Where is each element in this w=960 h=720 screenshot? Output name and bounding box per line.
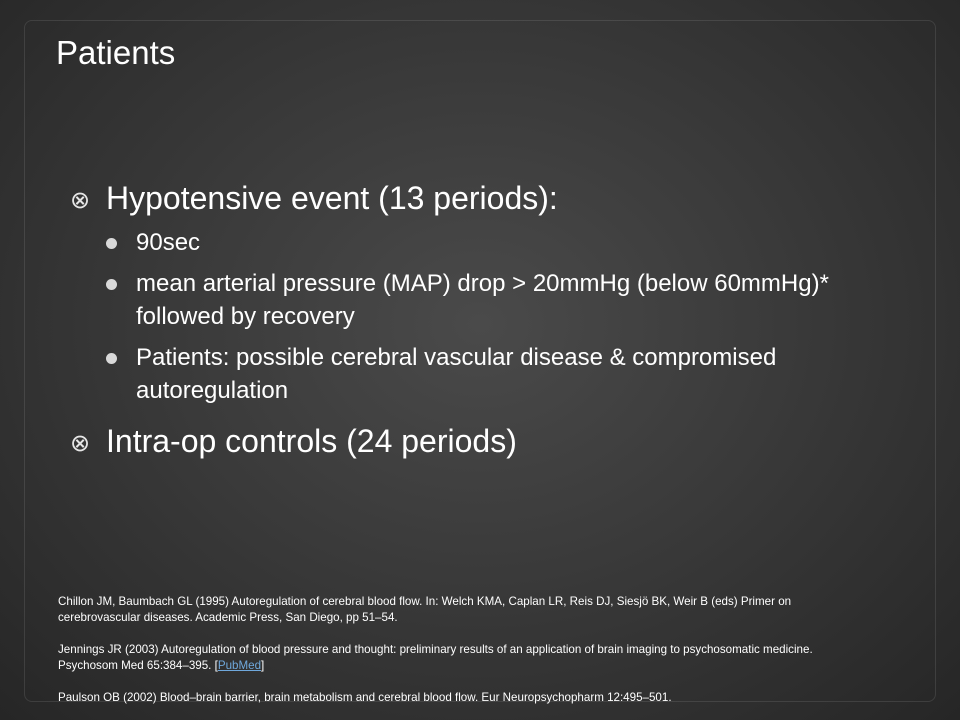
circled-cross-icon: ⊗ [70, 187, 91, 214]
bullet-hypotensive-event [70, 178, 890, 218]
sub-bullet-text: Patients: possible cerebral vascular disease & compromised autoregulation [136, 344, 777, 404]
reference-jennings-citation: Psychosom Med 65:384–395. [ [58, 659, 218, 672]
reference-chillon-line2: cerebrovascular diseases. Academic Press, San Diego, pp 51–54. [58, 611, 398, 624]
sub-bullet-text: 90sec [136, 229, 201, 256]
reference-jennings-line1: Jennings JR (2003) Autoregulation of blood pressure and thought: preliminary results of an application of brain imaging to psychosomatic medicine. [58, 643, 813, 656]
sub-bullet-map-drop [70, 267, 890, 333]
bullet-intra-op-controls [70, 421, 890, 461]
reference-spacer [58, 674, 918, 690]
reference-paulson: Paulson OB (2002) Blood–brain barrier, brain metabolism and cerebral blood flow. Eur Neuropsychopharm 12:495–501. [58, 691, 672, 704]
sub-bullet-patients [70, 341, 890, 407]
sub-bullet-text: mean arterial pressure (MAP) drop > 20mmHg (below 60mmHg)* followed by recovery [136, 270, 829, 330]
references [58, 594, 918, 706]
slide-content [70, 178, 890, 467]
sub-bullet-duration [70, 226, 890, 259]
reference-jennings-close: ] [261, 659, 265, 672]
slide-title: Patients [56, 34, 176, 71]
bullet-text: Hypotensive event (13 periods): [106, 180, 558, 216]
reference-jennings-line2 [58, 658, 918, 674]
filled-circle-icon [106, 279, 117, 290]
reference-spacer [58, 626, 918, 642]
circled-cross-icon: ⊗ [70, 430, 91, 457]
pubmed-link[interactable]: PubMed [217, 659, 262, 672]
sub-bullet-list [70, 226, 890, 407]
reference-chillon-line1: Chillon JM, Baumbach GL (1995) Autoregulation of cerebral blood flow. In: Welch KMA, Caplan LR, Reis DJ, Siesjö BK, Weir B (eds) Primer on [58, 595, 792, 608]
filled-circle-icon [106, 353, 117, 364]
filled-circle-icon [106, 238, 117, 249]
bullet-text: Intra-op controls (24 periods) [106, 423, 517, 459]
